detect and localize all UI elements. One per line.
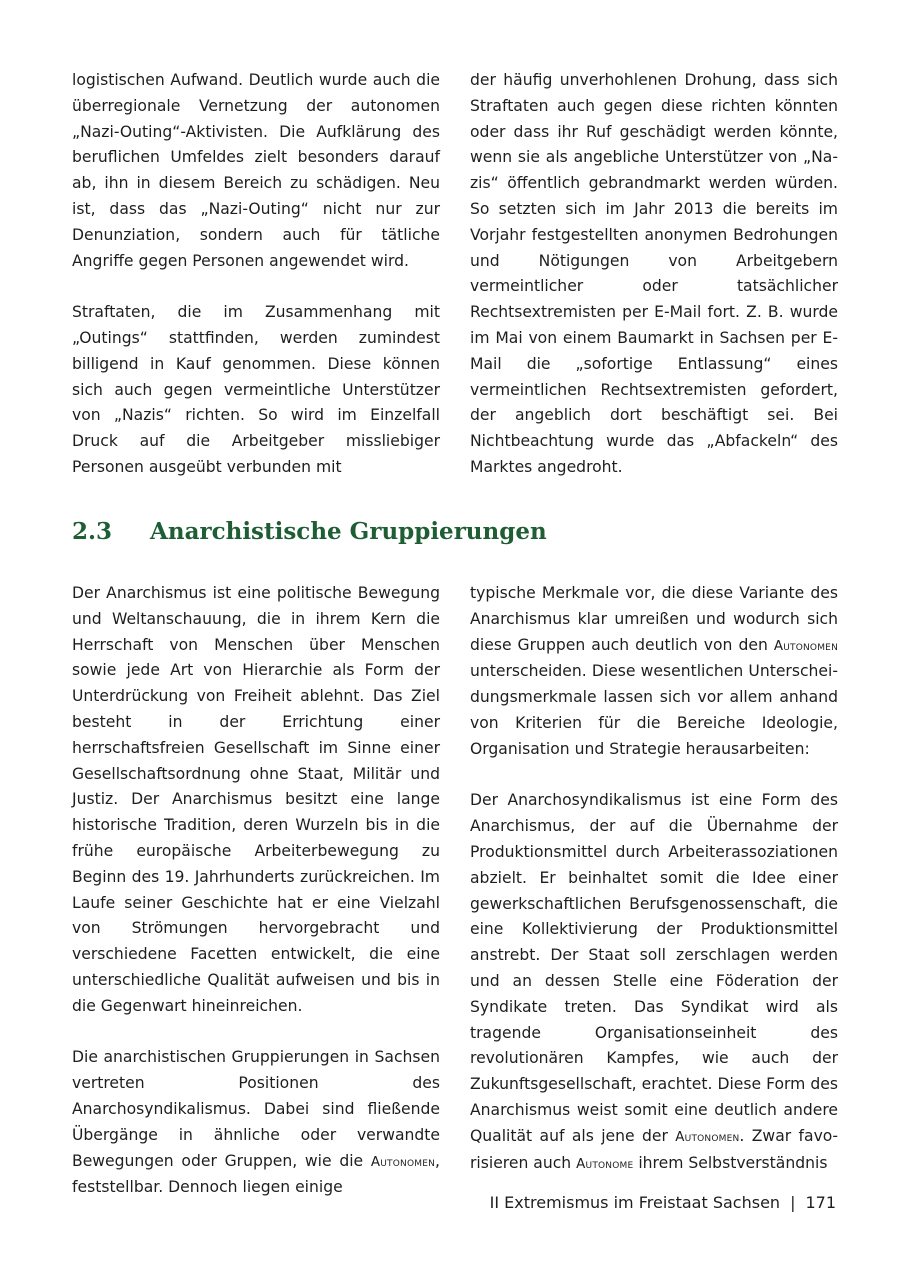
paragraph: Der Anarchismus ist eine politische Bewegung und Weltanschauung, die in ihrem Kern die Herrschaft von Menschen über Menschen sowie jede Art von Hierarchie als Form der Unterdrückung von Freiheit ablehnt. Das Ziel besteht in der Errichtung einer herrschaftsfreien Gesellschaft im Sinne einer Gesellschaftsordnung ohne Staat, Militär und Justiz. Der Anarchismus besitzt eine lange historische Tradition, deren Wurzeln bis in die frühe europäische Arbeiterbewegung zu Beginn des 19. Jahrhunderts zurückreichen. Im Laufe seiner Geschichte hat er eine Vielzahl von Strömungen hervorgebracht und verschiedene Facetten entwickelt, die eine unterschiedliche Qualität aufweisen und bis in die Gegenwart hineinreichen. [72, 584, 440, 1015]
bottom-right-column [470, 581, 838, 1177]
text-run: . Zwar favorisieren auch [470, 1126, 838, 1172]
footer-separator: | [790, 1193, 796, 1212]
text-run: ihrem Selbstverständnis [633, 1153, 828, 1172]
section-heading [72, 518, 547, 545]
page-footer [490, 1193, 836, 1212]
paragraph: der häufig unverhohlenen Drohung, dass sich Straftaten auch gegen diese richten könnten oder dass ihr Ruf geschädigt werden könnte, wenn sie als angebliche Unterstützer von „Nazis“ öffentlich gebrandmarkt werden würden. So setzten sich im Jahr 2013 die bereits im Vorjahr festgestellten anonymen Bedrohungen und Nötigungen von Arbeitgebern vermeintlicher oder tatsächlicher Rechtsextremisten per E-Mail fort. Z. B. wurde im Mai von einem Baumarkt in Sachsen per E-Mail die „sofortige Entlassung“ eines vermeintlichen Rechtsextremisten gefordert, der angeblich dort beschäftigt sei. Bei Nichtbeachtung wurde das „Abfackeln“ des Marktes angedroht. [470, 71, 838, 476]
text-run: typische Merkmale vor, die diese Variante des Anarchismus klar umreißen und wodurch sich diese Gruppen auch deutlich von den [470, 584, 838, 654]
paragraph: logistischen Aufwand. Deutlich wurde auch die überregionale Vernetzung der autonomen „Nazi-Outing“-Aktivisten. Die Aufklärung des beruflichen Umfeldes zielt besonders darauf ab, ihn in diesem Bereich zu schädigen. Neu ist, dass das „Nazi-Outing“ nicht nur zur Denunziation, sondern auch für tätliche Angriffe gegen Personen angewendet wird. [72, 71, 440, 270]
top-right-column [470, 68, 838, 481]
paragraph [72, 1045, 440, 1201]
bottom-left-column [72, 581, 440, 1201]
text-run: Der Anarchosyndikalismus ist eine Form des Anarchismus, der auf die Übernahme der Produktionsmittel durch Arbeiterassoziationen abzielt. Er beinhaltet somit die Idee einer gewerkschaftlichen Berufsgenossenschaft, die eine Kollektivierung der Produktionsmittel anstrebt. Der Staat soll zerschlagen werden und an dessen Stelle eine Föderation der Syndikate treten. Das Syndikat wird als tragende Organisationseinheit des revolutionären Kampfes, wie auch der Zukunftsgesellschaft, erachtet. Diese Form des Anarchismus weist somit eine deutlich andere Qualität auf als jene der [470, 791, 838, 1145]
paragraph [470, 581, 838, 763]
text-run: Die anarchistischen Gruppierungen in Sachsen vertreten Positionen des Anarchosyndikalismus. Dabei sind fließende Übergänge in ähnliche oder verwandte Bewegungen oder Gruppen, wie die [72, 1048, 440, 1170]
page-number: 171 [805, 1193, 836, 1212]
top-left-column [72, 68, 440, 481]
small-caps-term: Autonomen [675, 1129, 740, 1145]
text-run: unterscheiden. Diese wesentlichen Unterscheidungsmerkmale lassen sich vor allem anhand von Kriterien für die Bereiche Ideologie, Organisation und Strategie herausarbeiten: [470, 662, 838, 758]
small-caps-term: Autonome [576, 1156, 634, 1172]
running-title: II Extremismus im Freistaat Sachsen [489, 1193, 781, 1212]
text-run: , feststellbar. Dennoch liegen einige [72, 1151, 440, 1197]
section-number: 2.3 [72, 518, 113, 545]
section-title: Anarchistische Gruppierungen [150, 518, 547, 545]
small-caps-term: Autonomen [773, 638, 838, 654]
paragraph: Straftaten, die im Zusammenhang mit „Outings“ stattfinden, werden zumindest billigend in Kauf genommen. Diese können sich auch gegen vermeintliche Unterstützer von „Nazis“ richten. So wird im Einzelfall Druck auf die Arbeitgeber missliebiger Personen ausgeübt verbunden mit [72, 303, 440, 476]
paragraph [470, 788, 838, 1177]
small-caps-term: Autonomen [370, 1154, 436, 1170]
